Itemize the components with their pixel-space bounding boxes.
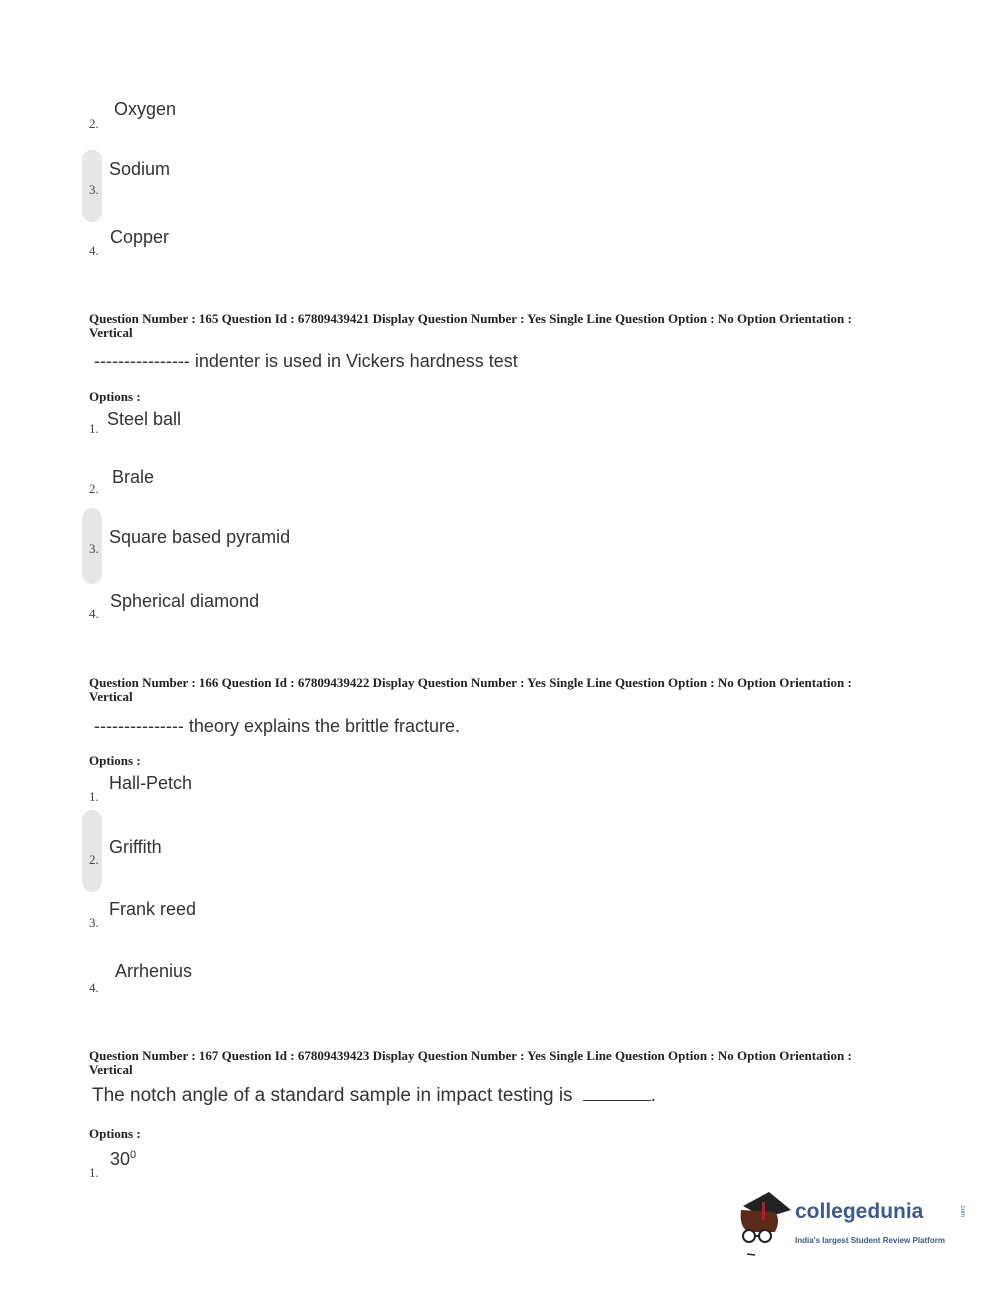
option-number: 4. [89, 980, 99, 995]
options-label: Options : [89, 389, 141, 404]
option-number: 1. [89, 1165, 99, 1180]
logo-suffix: .com [959, 1204, 965, 1218]
answer-blank [583, 1100, 651, 1101]
option-text [110, 1149, 136, 1170]
option-number: 3. [89, 182, 99, 197]
option-text: Spherical diamond [110, 591, 260, 611]
collegedunia-logo [735, 1188, 975, 1258]
option-number: 1. [89, 789, 99, 804]
options-label: Options : [89, 1126, 141, 1141]
option-number: 3. [89, 915, 99, 930]
question-text-body: The notch angle of a standard sample in impact testing is [92, 1085, 573, 1106]
question-header: Question Number : 165 Question Id : 67809439421 Display Question Number : Yes Single Line Question Option : No Option Orientation : Vertical [89, 311, 852, 340]
question-text-end: . [650, 1085, 656, 1106]
option-text: Oxygen [114, 99, 177, 119]
option-number: 4. [89, 606, 99, 621]
question-text: ---------------- indenter is used in Vickers hardness test [94, 351, 518, 371]
option-text: Copper [110, 227, 170, 247]
option-text: Brale [112, 467, 155, 487]
mascot-icon [735, 1188, 795, 1258]
question-header: Question Number : 166 Question Id : 67809439422 Display Question Number : Yes Single Line Question Option : No Option Orientation : Vertical [89, 675, 852, 704]
question-header: Question Number : 167 Question Id : 67809439423 Display Question Number : Yes Single Line Question Option : No Option Orientation : Vertical [89, 1048, 852, 1077]
option-text: Griffith [109, 837, 162, 857]
option-number: 2. [89, 852, 99, 867]
option-number: 2. [89, 116, 99, 131]
option-number: 2. [89, 481, 99, 496]
question-text [92, 1085, 656, 1107]
option-number: 3. [89, 541, 99, 556]
option-value: 30 [110, 1149, 131, 1169]
option-text: Sodium [109, 159, 171, 179]
option-text: Arrhenius [115, 961, 193, 981]
superscript: 0 [130, 1149, 137, 1161]
option-text: Steel ball [107, 409, 182, 429]
option-number: 1. [89, 421, 99, 436]
options-label: Options : [89, 753, 141, 768]
option-number: 4. [89, 243, 99, 258]
logo-tagline: India's largest Student Review Platform [795, 1236, 945, 1245]
question-text: --------------- theory explains the brittle fracture. [94, 716, 461, 736]
option-text: Square based pyramid [109, 527, 291, 547]
option-text: Frank reed [109, 899, 197, 919]
logo-wordmark: collegedunia [795, 1200, 924, 1223]
correct-option-highlight [82, 810, 102, 892]
option-text: Hall-Petch [109, 773, 193, 793]
